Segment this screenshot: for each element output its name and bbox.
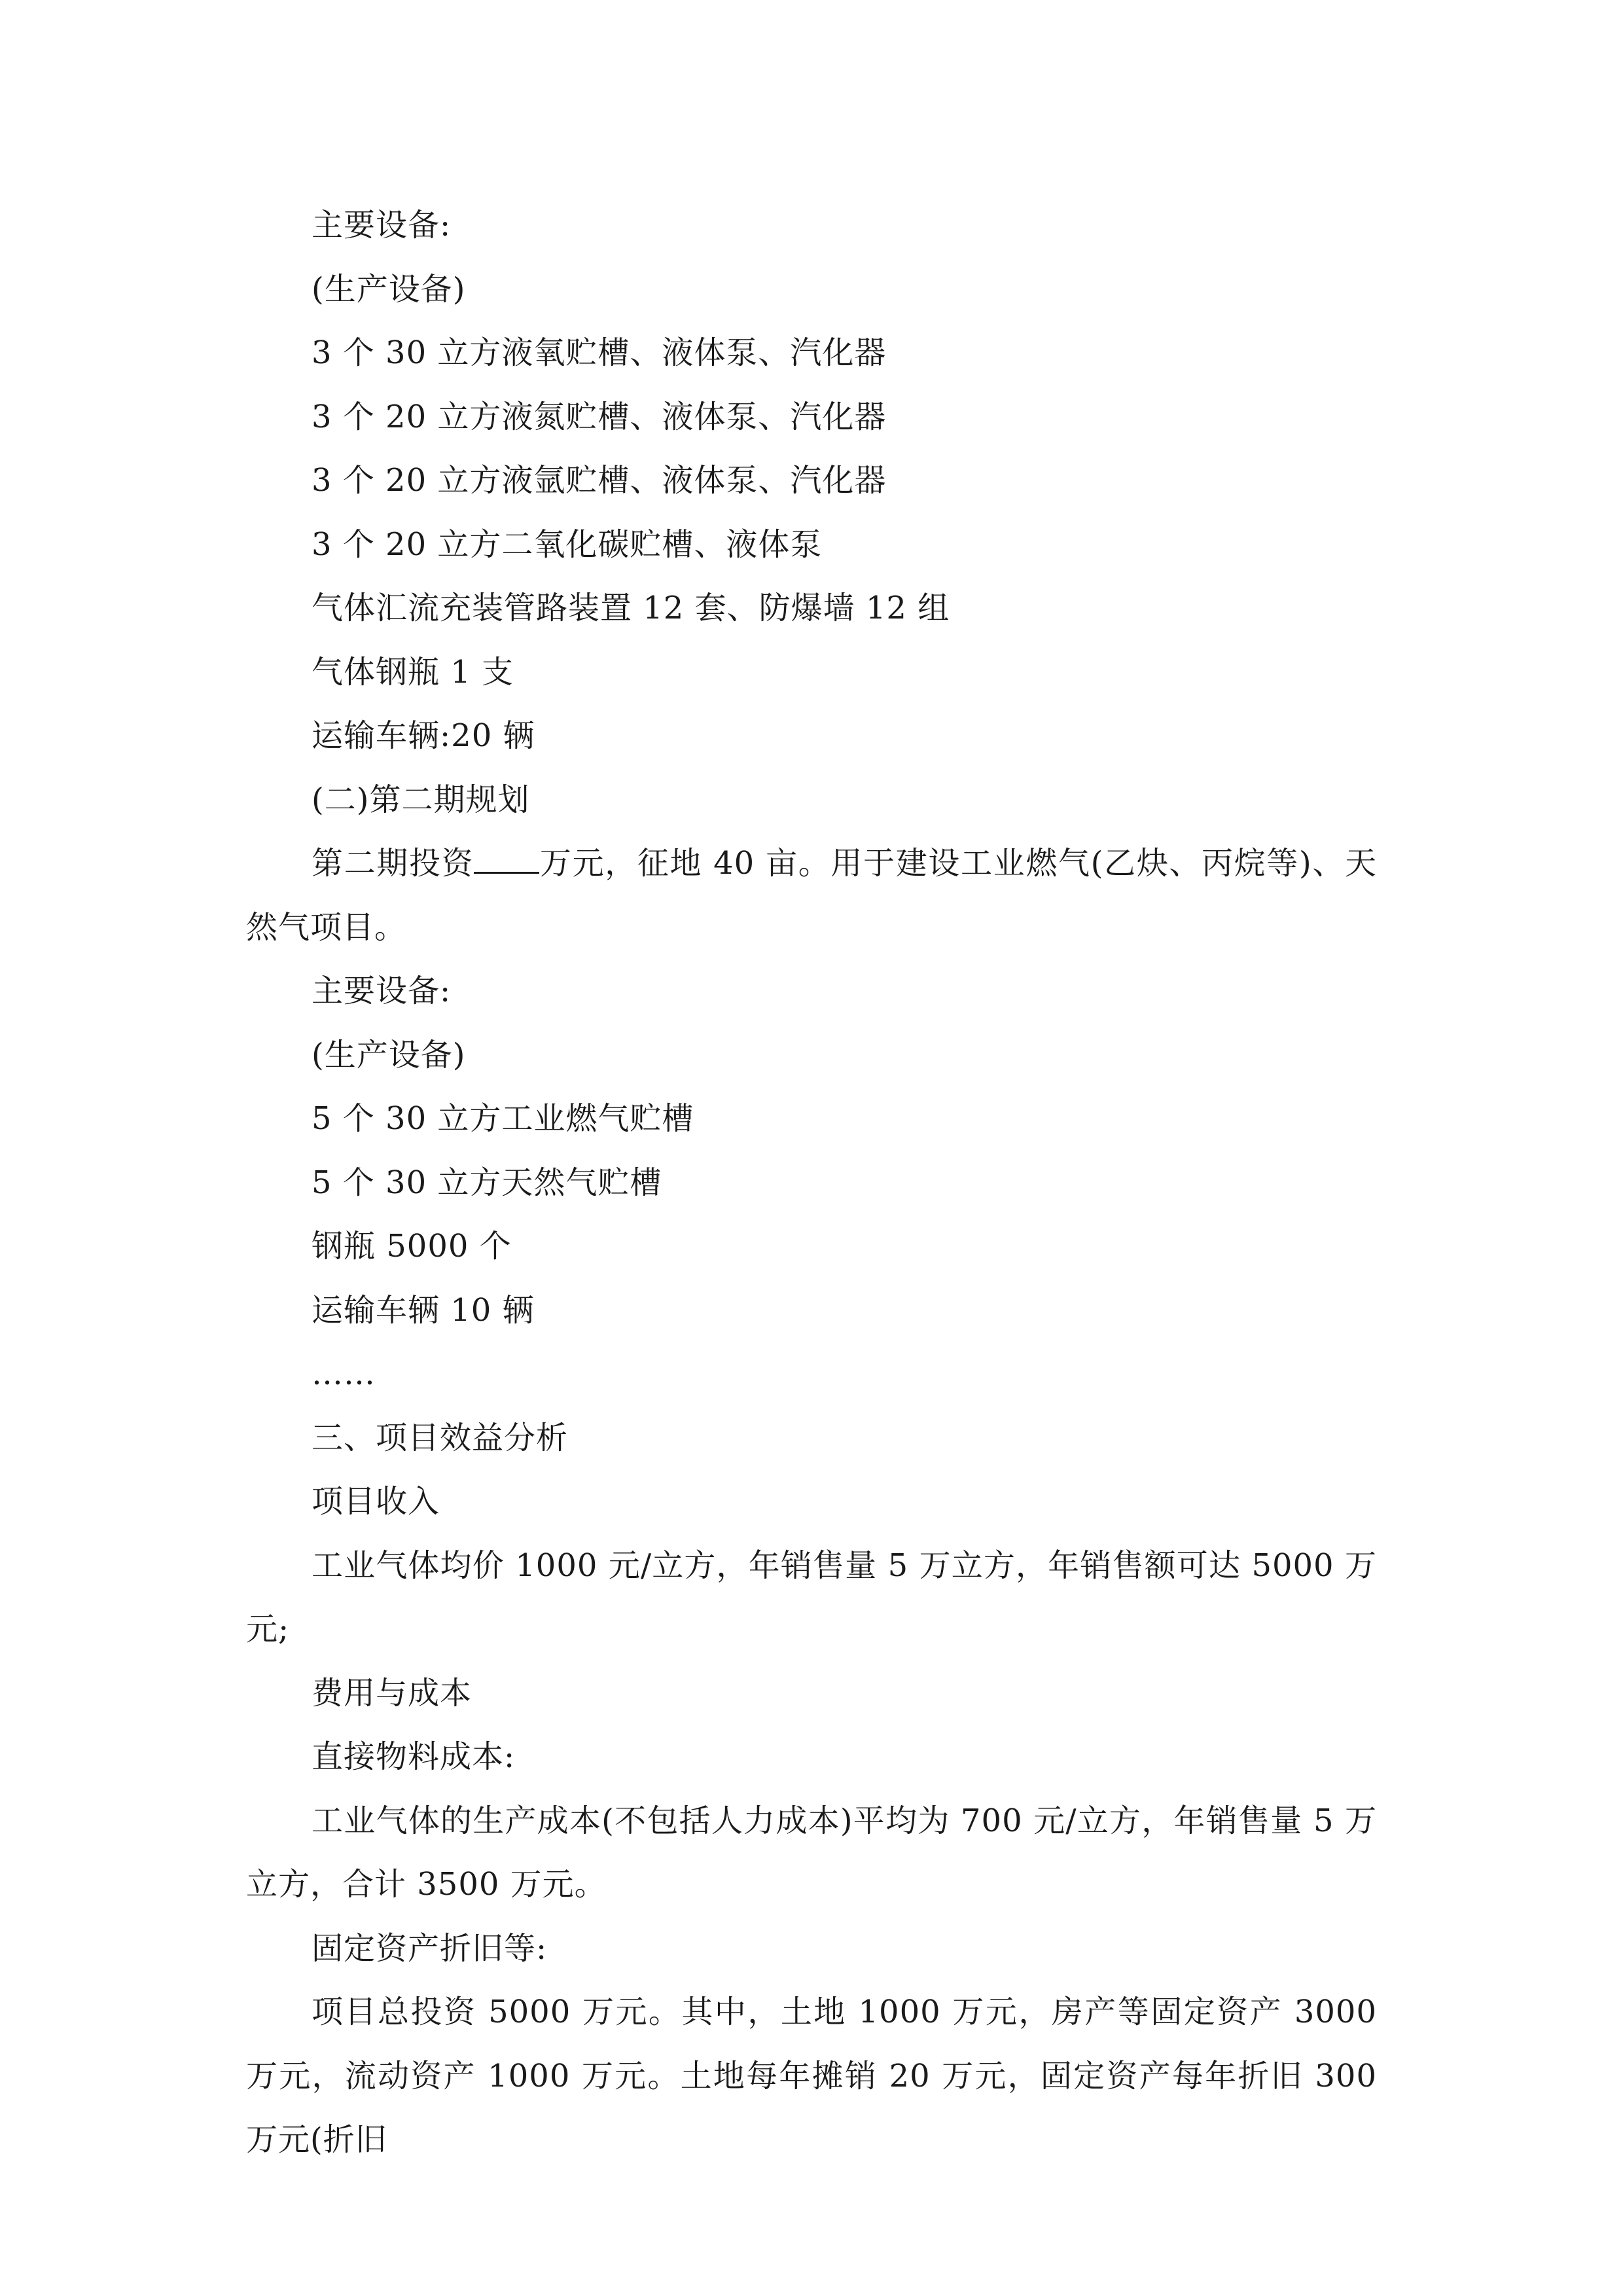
section-heading: 三、项目效益分析 <box>312 1419 569 1456</box>
paragraph: 主要设备: <box>312 973 452 1009</box>
paragraph: 气体汇流充装管路装置 12 套、防爆墙 12 组 <box>312 590 950 626</box>
ellipsis: …… <box>312 1355 376 1392</box>
paragraph: 工业气体均价 1000 元/立方，年销售量 5 万立方，年销售额可达 5000 万元; <box>246 1547 1377 1647</box>
paragraph: 运输车辆:20 辆 <box>312 717 535 754</box>
invest-text-after: 万元，征地 40 亩。用于建设工业燃气(乙炔、丙烷等)、天然气项目。 <box>246 845 1377 946</box>
subheading: 费用与成本 <box>312 1674 473 1712</box>
paragraph: 5 个 30 立方工业燃气贮槽 <box>312 1100 694 1137</box>
subheading: 项目收入 <box>312 1483 440 1520</box>
paragraph: 钢瓶 5000 个 <box>312 1228 512 1265</box>
subheading: 直接物料成本: <box>312 1738 516 1775</box>
invest-text-before: 第二期投资 <box>312 845 474 882</box>
paragraph: 3 个 20 立方液氩贮槽、液体泵、汽化器 <box>312 462 887 499</box>
paragraph: 运输车辆 10 辆 <box>312 1291 535 1329</box>
paragraph: (生产设备) <box>312 270 466 308</box>
paragraph: 工业气体的生产成本(不包括人力成本)平均为 700 元/立方，年销售量 5 万立方，合计 3500 万元。 <box>246 1802 1377 1903</box>
fill-in-blank <box>474 846 539 874</box>
paragraph: 气体钢瓶 1 支 <box>312 653 514 691</box>
paragraph: 3 个 20 立方二氧化碳贮槽、液体泵 <box>312 526 823 563</box>
paragraph: 3 个 20 立方液氮贮槽、液体泵、汽化器 <box>312 398 887 435</box>
section-heading: (二)第二期规划 <box>312 781 530 818</box>
paragraph: 3 个 30 立方液氧贮槽、液体泵、汽化器 <box>312 334 887 371</box>
paragraph: 项目总投资 5000 万元。其中，土地 1000 万元，房产等固定资产 3000 万元，流动资产 1000 万元。土地每年摊销 20 万元，固定资产每年折旧 300 万元(折旧 <box>246 1994 1377 2158</box>
paragraph: 5 个 30 立方天然气贮槽 <box>312 1164 662 1201</box>
phase2-investment-paragraph <box>246 832 1377 960</box>
subheading: 固定资产折旧等: <box>312 1929 548 1967</box>
paragraph: 主要设备: <box>312 207 452 243</box>
paragraph: (生产设备) <box>312 1036 466 1073</box>
document-body <box>246 194 1377 2172</box>
